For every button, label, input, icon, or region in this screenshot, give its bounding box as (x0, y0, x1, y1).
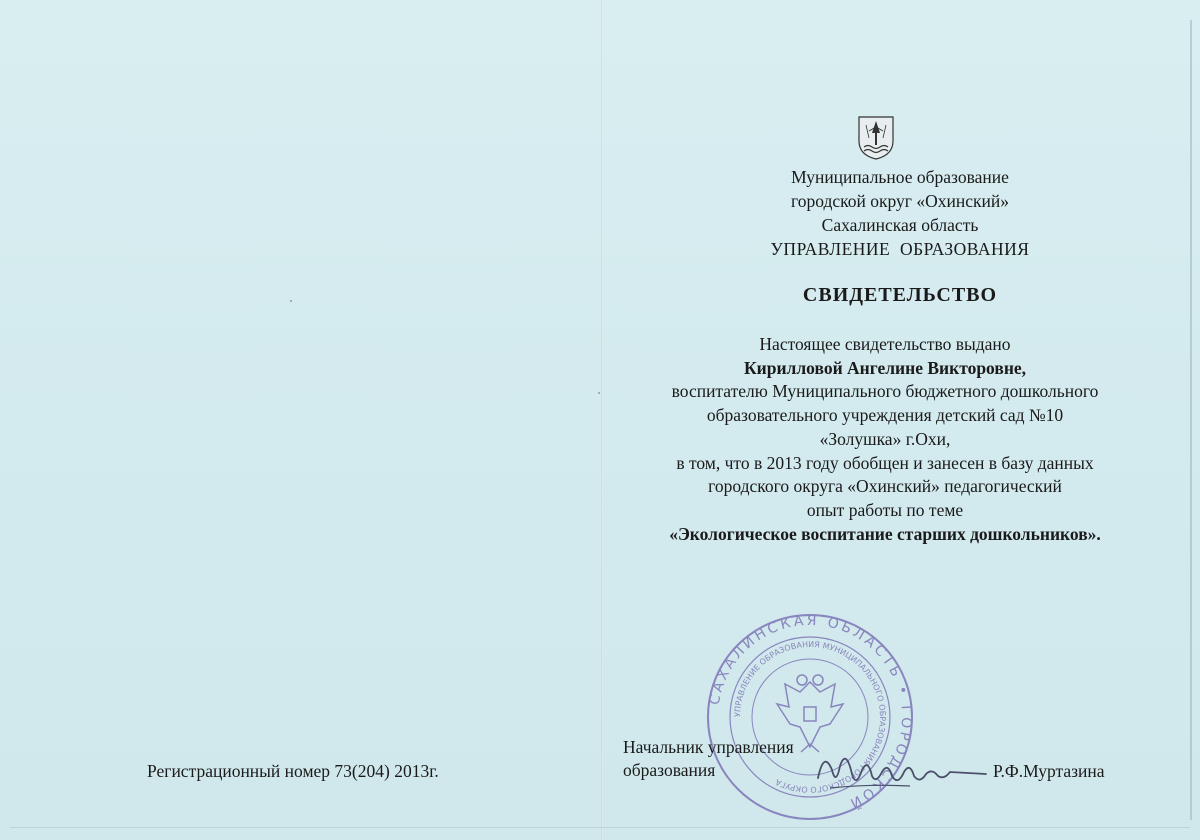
signatory-position (623, 736, 794, 782)
signatory-name: Р.Ф.Муртазина (993, 761, 1105, 781)
position-line: Начальник управления (623, 737, 794, 757)
page-fold (601, 0, 603, 840)
paper-speck (290, 300, 292, 302)
body-line: городского округа «Охинский» педагогический (708, 476, 1062, 497)
page-edge (1190, 20, 1192, 820)
page-edge-bottom (10, 827, 1190, 828)
stamp-inner-text: УПРАВЛЕНИЕ ОБРАЗОВАНИЯ МУНИЦИПАЛЬНОГО ОБРАЗОВАНИЯ ГОРОДСКОГО ОКРУГА (732, 639, 888, 795)
issuer-header (640, 165, 1160, 261)
certificate-body (610, 333, 1160, 546)
body-line: Настоящее свидетельство выдано (759, 334, 1011, 354)
header-line: городской округ «Охинский» (791, 191, 1009, 211)
topic-title: «Экологическое воспитание старших дошкольников». (669, 523, 1101, 544)
position-line: образования (623, 760, 716, 780)
coat-of-arms-icon (856, 113, 896, 161)
stamp-outer-text: САХАЛИНСКАЯ ОБЛАСТЬ • ГОРОДСКОЙ (706, 612, 915, 813)
header-line: УПРАВЛЕНИЕ ОБРАЗОВАНИЯ (770, 239, 1030, 259)
body-line: опыт работы по теме (806, 499, 964, 520)
header-line: Муниципальное образование (791, 167, 1009, 187)
body-line: «Золушка» г.Охи, (819, 428, 951, 449)
recipient-name: Кирилловой Ангелине Викторовне, (743, 357, 1027, 378)
body-line: образовательного учреждения детский сад №10 (706, 405, 1064, 426)
header-line: Сахалинская область (821, 215, 979, 235)
handwritten-signature (810, 740, 990, 800)
body-line: в том, что в 2013 году обобщен и занесен в базу данных (676, 452, 1094, 473)
paper-speck (598, 392, 600, 394)
document-title: СВИДЕТЕЛЬСТВО (802, 284, 998, 306)
registration-number: Регистрационный номер 73(204) 2013г. (147, 761, 439, 781)
body-line: воспитателю Муниципального бюджетного дошкольного (671, 381, 1099, 402)
